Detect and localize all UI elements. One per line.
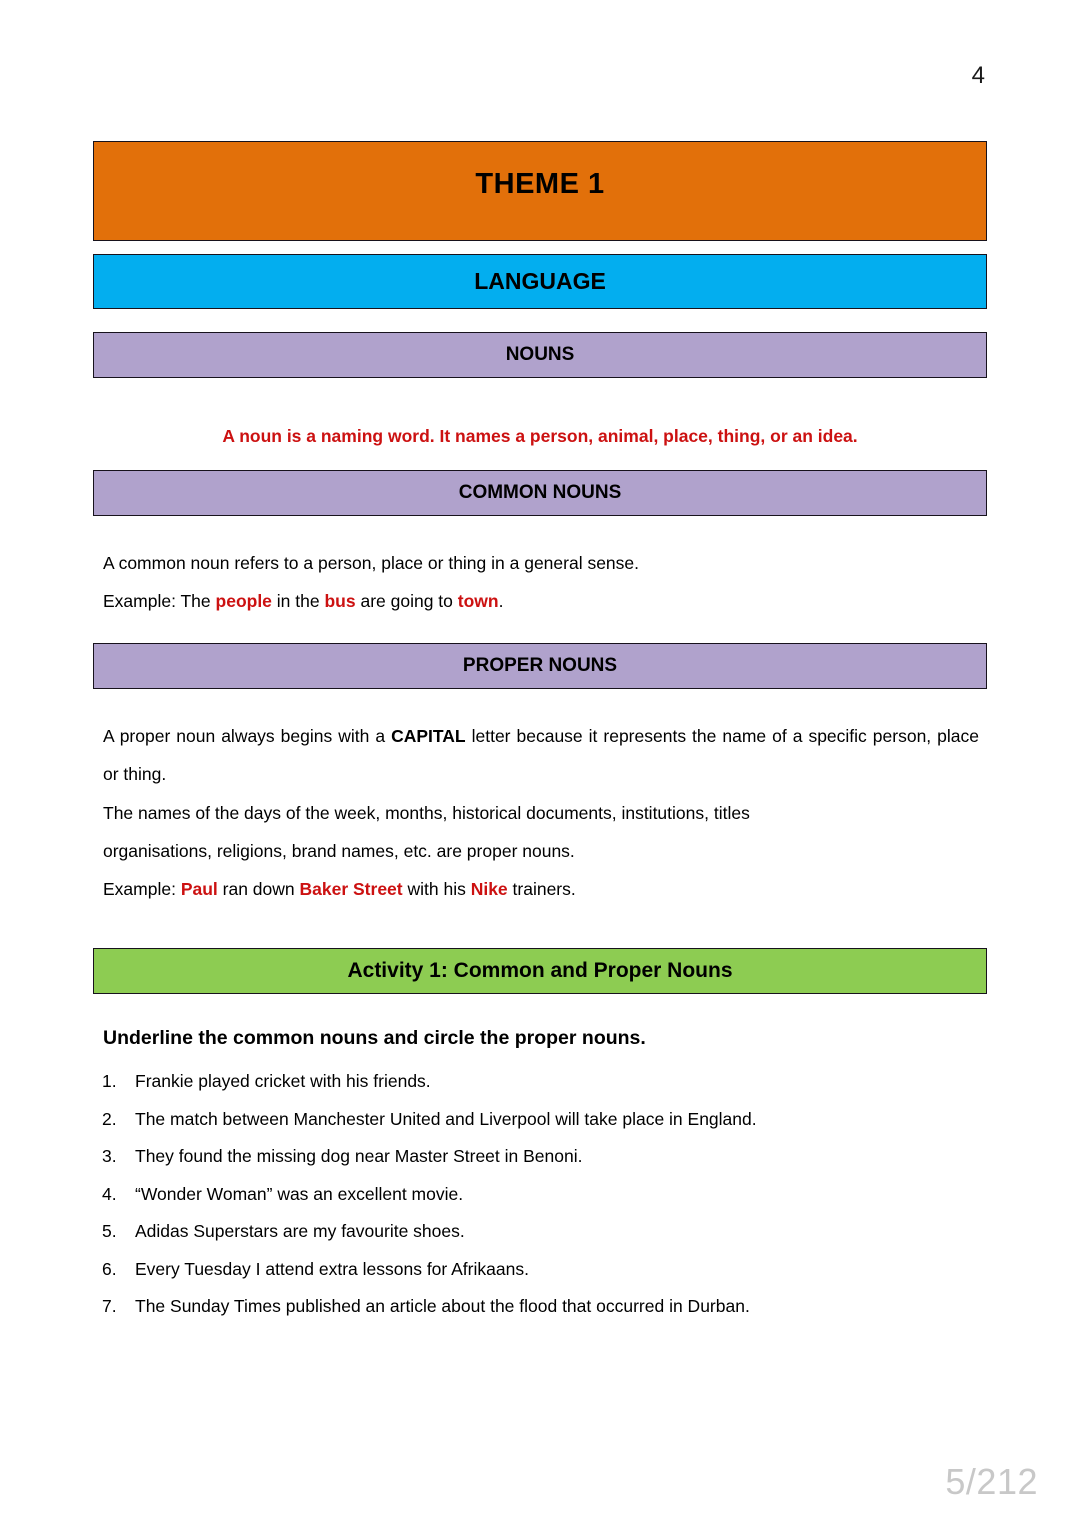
proper-example-word-baker-street: Baker Street	[299, 878, 403, 899]
activity-question-list	[93, 1073, 987, 1316]
theme-banner: THEME 1	[93, 141, 987, 241]
list-item-number: 2.	[102, 1108, 117, 1129]
list-item	[93, 1108, 987, 1129]
common-nouns-description: A common noun refers to a person, place or thing in a general sense.	[103, 553, 640, 573]
example-word-bus: bus	[324, 591, 356, 612]
example-mid-1: in the	[271, 591, 325, 612]
list-item-text: Every Tuesday I attend extra lessons for Afrikaans.	[135, 1258, 529, 1279]
common-nouns-body	[93, 544, 987, 620]
page-number: 4	[971, 62, 985, 89]
proper-example-mid-2: with his	[402, 878, 471, 899]
list-item-text: Frankie played cricket with his friends.	[135, 1071, 431, 1092]
proper-para1-suffix: letter because it represents the name of a specific person, place or thing.	[103, 726, 979, 785]
proper-example-word-paul: Paul	[180, 878, 218, 899]
proper-example-prefix: Example:	[103, 878, 181, 899]
list-item-number: 4.	[102, 1183, 117, 1204]
content-column	[93, 141, 987, 1336]
proper-nouns-body-2	[93, 794, 987, 908]
proper-para1-emphasis-capital: CAPITAL	[391, 726, 466, 747]
common-nouns-banner: COMMON NOUNS	[93, 470, 987, 516]
activity-banner: Activity 1: Common and Proper Nouns	[93, 948, 987, 994]
common-nouns-example	[103, 582, 979, 620]
list-item	[93, 1223, 987, 1241]
example-prefix: Example: The	[103, 591, 216, 612]
proper-nouns-body	[93, 717, 987, 793]
proper-example-word-nike: Nike	[470, 878, 508, 899]
list-item-text: “Wonder Woman” was an excellent movie.	[135, 1183, 464, 1204]
list-item	[93, 1183, 987, 1204]
list-item	[93, 1298, 987, 1316]
proper-nouns-example	[103, 870, 979, 908]
list-item	[93, 1073, 987, 1091]
list-item-number: 5.	[102, 1221, 117, 1242]
proper-nouns-banner: PROPER NOUNS	[93, 643, 987, 689]
example-word-people: people	[215, 591, 272, 612]
proper-nouns-paragraph-1	[103, 717, 979, 793]
example-suffix: .	[498, 591, 504, 612]
proper-example-mid-1: ran down	[217, 878, 300, 899]
list-item-number: 1.	[102, 1071, 117, 1092]
proper-para1-prefix: A proper noun always begins with a	[103, 726, 392, 747]
list-item-text: The Sunday Times published an article about the flood that occurred in Durban.	[135, 1296, 750, 1317]
list-item-number: 6.	[102, 1258, 117, 1279]
page-indicator: 5/212	[945, 1461, 1038, 1502]
activity-instruction: Underline the common nouns and circle the proper nouns.	[103, 1026, 646, 1049]
language-banner: LANGUAGE	[93, 254, 987, 309]
example-mid-2: are going to	[355, 591, 458, 612]
proper-nouns-paragraph-2-line-1: The names of the days of the week, months, historical documents, institutions, titles	[103, 802, 750, 823]
list-item-text: Adidas Superstars are my favourite shoes.	[135, 1221, 465, 1242]
list-item-number: 7.	[102, 1296, 117, 1317]
nouns-banner: NOUNS	[93, 332, 987, 378]
list-item-number: 3.	[102, 1146, 117, 1167]
list-item	[93, 1148, 987, 1166]
list-item-text: The match between Manchester United and Liverpool will take place in England.	[135, 1108, 757, 1129]
example-word-town: town	[457, 591, 499, 612]
noun-definition: A noun is a naming word. It names a person, animal, place, thing, or an idea.	[222, 426, 858, 446]
list-item-text: They found the missing dog near Master Street in Benoni.	[135, 1146, 583, 1167]
list-item	[93, 1258, 987, 1279]
proper-example-suffix: trainers.	[507, 878, 576, 899]
proper-nouns-paragraph-2-line-2: organisations, religions, brand names, etc. are proper nouns.	[103, 840, 575, 861]
